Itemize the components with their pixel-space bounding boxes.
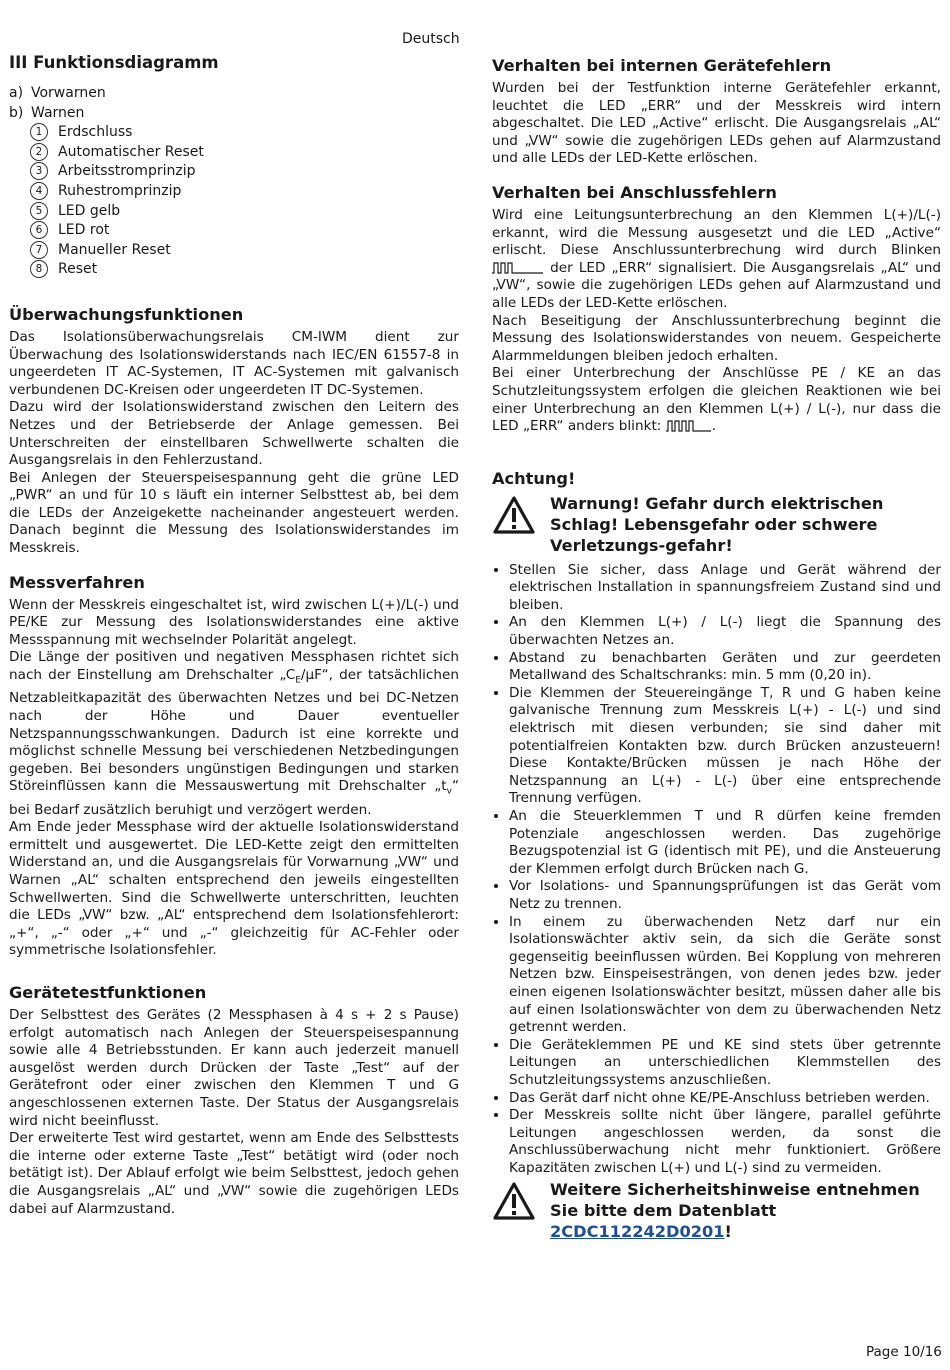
legend-item-8: 8 Reset xyxy=(9,260,459,280)
legend-item-7: 7 Manueller Reset xyxy=(9,241,459,261)
legend-item-b: b) Warnen xyxy=(9,104,85,121)
paragraph: Nach Beseitigung der Anschlussunterbrechung beginnt die Messung des Isolationswiderstandes von neuem. Gespeicherte Alarmmeldungen bleiben jedoch erhalten. xyxy=(492,312,941,364)
circled-number: 6 xyxy=(30,221,48,239)
circled-number: 8 xyxy=(30,260,48,278)
list-item: • In einem zu überwachenden Netz darf nur ein Isolationswächter aktiv sein, da sich die Geräte sonst gegenseitig beeinflussen würden. Bei Kopplung von mehreren Netzen bzw. Einspeisesträngen, von denen jedes bzw. jeder einen eigenen Isolationswächter besitzt, müssen daher alle bis auf einen Isolationswächter von dem zu überwachenden Netz getrennt werden. xyxy=(509,914,941,1037)
legend-item-2: 2 Automatischer Reset xyxy=(9,143,459,163)
section-title-measuring: Messverfahren xyxy=(9,572,145,592)
legend-item-6: 6 LED rot xyxy=(9,221,459,241)
more-info-text: Weitere Sicherheitshinweise entnehmen Sie bitte dem Datenblatt 2CDC112242D0201! xyxy=(550,1180,920,1242)
list-item: • Die Klemmen der Steuereingänge T, R und G haben keine galvanische Trennung zum Messkreis L(+) - L(-) und sind elektrisch mit diesen verbunden; sie sind daher mit potentialfreien Kontakten bzw. durch Brücken anzusteuern! Diese Kontakte/Brücken müssen je nach Höhe der Netzspannung an L(+) - L(-) über eine entsprechende Trennung verfügen. xyxy=(509,685,941,808)
paragraph: Bei Anlegen der Steuerspeisespannung geht die grüne LED „PWR“ an und für 10 s läuft ein interner Selbsttest ab, bei dem die LEDs der Anzeigekette nacheinander angesteuert werden. Danach beginnt die Messung des Isolationswiderstandes im Messkreis. xyxy=(9,469,459,557)
circled-number: 3 xyxy=(30,162,48,180)
paragraph: Wird eine Leitungsunterbrechung an den Klemmen L(+)/L(-) erkannt, wird die Messung ausgesetzt und die LED „Active“ erlischt. Diese Anschlussunterbrechung wird durch Blinken der LED „ERR“ signalisiert. Die Ausgangsrelais „AL“ und „VW“, sowie die zugehörigen LEDs gehen auf Alarmzustand und alle LEDs der LED-Kette erlöschen. xyxy=(492,206,941,311)
paragraph: Der Selbsttest des Gerätes (2 Messphasen à 4 s + 2 s Pause) erfolgt automatisch nach Anlegen der Steuerspeisespannung sowie alle 4 Betriebsstunden. Er kann auch jederzeit manuell ausgelöst werden durch Drücken der Taste „Test“ auf der Gerätefront oder einer zwischen den Klemmen T und G angeschlossenen externen Taste. Der Status der Ausgangsrelais wird nicht beeinflusst. xyxy=(9,1006,459,1129)
section-title-internal-errors: Verhalten bei internen Gerätefehlern xyxy=(492,56,832,75)
list-item: • Der Messkreis sollte nicht über längere, parallel geführte Leitungen angeschlossen werden, da sonst die Anschlussüberwachung nicht mehr funktioniert. Größere Kapazitäten zwischen L(+) und L(-) sind zu vermeiden. xyxy=(509,1107,941,1177)
paragraph: Wenn der Messkreis eingeschaltet ist, wird zwischen L(+)/L(-) und PE/KE zur Messung des Isolationswiderstandes eine aktive Messspannung mit wechselnder Polarität angelegt. xyxy=(9,596,459,648)
left-column xyxy=(9,52,459,1218)
paragraph: Bei einer Unterbrechung der Anschlüsse PE / KE an das Schutzleitungssystem erfolgen die gleichen Reaktionen wie bei einer Unterbrechung an den Klemmen L(+) / L(-), nur dass die LED „ERR“ anders blinkt: . xyxy=(492,365,941,435)
section-title-caution: Achtung! xyxy=(492,468,576,488)
warning-triangle-icon xyxy=(492,1181,536,1221)
list-item: • Vor Isolations- und Spannungsprüfungen ist das Gerät vom Netz zu trennen. xyxy=(509,878,941,913)
legend-item-a: a) Vorwarnen xyxy=(9,85,106,101)
warning-triangle-icon xyxy=(492,495,536,535)
paragraph: Der erweiterte Test wird gestartet, wenn am Ende des Selbsttests die interne oder externe Taste „Test“ betätigt wird (oder noch betätigt ist). Der Ablauf erfolgt wie beim Selbsttest, jedoch gehen die Ausgangsrelais „AL“ und „VW“ sowie die zugehörigen LEDs dabei auf Alarmzustand. xyxy=(9,1130,459,1217)
blink-pattern-icon xyxy=(492,262,544,274)
datasheet-link[interactable]: 2CDC112242D0201 xyxy=(550,1222,725,1242)
section-title-connection-errors: Verhalten bei Anschlussfehlern xyxy=(492,182,777,202)
section-title-device-test: Gerätetestfunktionen xyxy=(9,982,207,1002)
more-info-box xyxy=(492,1179,941,1242)
list-item: • Abstand zu benachbarten Geräten und zur geerdeten Metallwand des Schaltschranks: min. 5 mm (0,20 in). xyxy=(509,650,941,685)
warning-text: Warnung! Gefahr durch elektrischen Schlag! Lebensgefahr oder schwere Verletzungs-gefahr! xyxy=(550,493,884,555)
list-item: • Die Geräteklemmen PE und KE sind stets über getrennte Leitungen an unterschiedlichen Klemmstellen des Schutzleitungssystems anzuschließen. xyxy=(509,1037,941,1090)
blink-pattern-icon xyxy=(666,420,712,432)
safety-bullet-list xyxy=(492,562,941,1178)
circled-number: 2 xyxy=(30,143,48,161)
paragraph: Dazu wird der Isolationswiderstand zwischen den Leitern des Netzes und der Betriebserde der Anlage gemessen. Bei Unterschreiten der einstellbaren Schwellwerte schalten die Ausgangsrelais in den Fehlerzustand. xyxy=(9,399,459,469)
paragraph: Das Isolationsüberwachungsrelais CM-IWM dient zur Überwachung des Isolationswiderstands nach IEC/EN 61557-8 in ungeerdeten IT AC-Systemen, IT AC-Systemen mit galvanisch verbundenen DC-Kreisen oder ungeerdeten IT DC-Systemen. xyxy=(9,328,459,398)
paragraph: Am Ende jeder Messphase wird der aktuelle Isolationswiderstand ermittelt und ausgewertet. Die LED-Kette zeigt den ermittelten Widerstand an, und die Ausgangsrelais für Vorwarnung „VW“ und Warnen „AL“ schalten entsprechend den jeweils eingestellten Schwellwerten. Sind die Schwellwerte unterschritten, leuchten die LEDs „VW“ bzw. „AL“ entsprechend dem Isolationsfehlerort: „+“, „-“ oder „+“ und „-“ gleichzeitig für AC-Fehler oder symmetrische Isolationsfehler. xyxy=(9,819,459,959)
list-item: • An die Steuerklemmen T und R dürfen keine fremden Potenziale angeschlossen werden. Das zugehörige Bezugspotenzial ist G (identisch mit PE), und die Ansteuerung der Klemmen erfolgt durch Brücken nach G. xyxy=(509,808,941,878)
circled-number: 1 xyxy=(30,123,48,141)
warning-box xyxy=(492,493,941,556)
language-label: Deutsch xyxy=(402,31,460,47)
legend-item-5: 5 LED gelb xyxy=(9,202,459,222)
right-column xyxy=(492,55,941,1242)
section-title-monitoring: Überwachungsfunktionen xyxy=(9,304,244,324)
circled-number: 7 xyxy=(30,241,48,259)
legend-item-4: 4 Ruhestromprinzip xyxy=(9,182,459,202)
diagram-title: III Funktionsdiagramm xyxy=(9,53,219,72)
diagram-legend xyxy=(9,84,459,280)
circled-number: 4 xyxy=(30,182,48,200)
legend-item-3: 3 Arbeitsstromprinzip xyxy=(9,162,459,182)
paragraph: Wurden bei der Testfunktion interne Gerätefehler erkannt, leuchtet die LED „ERR“ und der Messkreis wird intern abgeschaltet. Die LED „Active“ erlischt. Die Ausgangsrelais „AL“ und „VW“ sowie die zugehörigen LEDs gehen auf Alarmzustand und alle LEDs der LED-Kette erlöschen. xyxy=(492,80,941,167)
page-number: Page 10/16 xyxy=(866,1344,942,1360)
list-item: • Das Gerät darf nicht ohne KE/PE-Anschluss betrieben werden. xyxy=(509,1090,941,1108)
list-item: • An den Klemmen L(+) / L(-) liegt die Spannung des überwachten Netzes an. xyxy=(509,614,941,649)
paragraph: Die Länge der positiven und negativen Messphasen richtet sich nach der Einstellung am Drehschalter $„C_E/\mu F“$, der tatsächlichen Netzableitkapazität des überwachten Netzes und bei DC-Netzen nach der Höhe und Dauer eventueller Netzspannungsschwankungen. Dadurch ist eine korrekte und möglichst schnelle Messung bei verschiedenen Netzbedingungen gegeben. Bei besonders ungünstigen Bedingungen und starken Störeinflüssen kann die Messauswertung mit Drehschalter $„t_v“$ bei Bedarf zusätzlich beruhigt und verzögert werden. xyxy=(9,649,459,818)
circled-number: 5 xyxy=(30,202,48,220)
list-item: • Stellen Sie sicher, dass Anlage und Gerät während der elektrischen Installation in spannungsfreiem Zustand sind und bleiben. xyxy=(509,562,941,615)
legend-item-1: 1 Erdschluss xyxy=(9,123,459,143)
